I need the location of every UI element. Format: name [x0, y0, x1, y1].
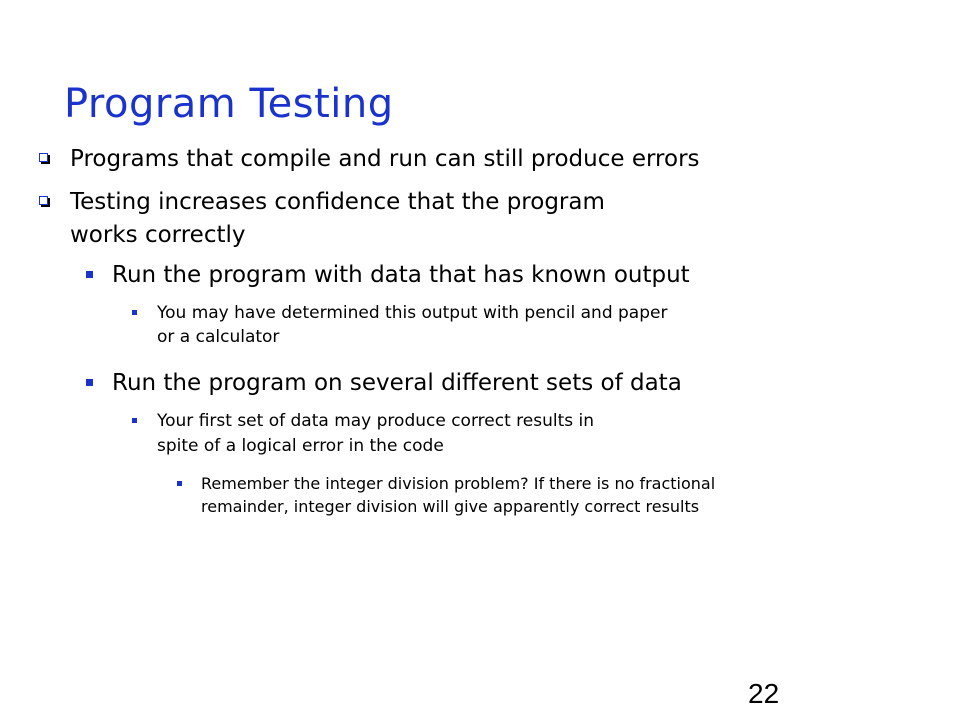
sub-bullet-text: Run the program on several different sets of data	[112, 370, 682, 396]
sub-sub-bullet-text: Your first set of data may produce correct results in	[157, 411, 594, 431]
bullet-text: Programs that compile and run can still produce errors	[70, 146, 700, 172]
sub-bullet-item	[112, 259, 690, 291]
bullet-item	[70, 143, 700, 175]
filled-square-bullet-icon	[177, 481, 182, 486]
sub-bullet-item	[112, 367, 682, 399]
page-number: 22	[748, 678, 780, 709]
bullet-text: Testing increases confidence that the program	[70, 189, 605, 215]
filled-square-bullet-icon	[86, 271, 93, 278]
sub-sub-bullet-continuation: or a calculator	[157, 327, 280, 347]
hollow-square-bullet-icon	[39, 196, 48, 205]
bullet-item	[70, 186, 605, 218]
level4-bullet-text: Remember the integer division problem? If there is no fractional	[201, 474, 716, 493]
level4-bullet-continuation: remainder, integer division will give apparently correct results	[201, 497, 700, 516]
filled-square-bullet-icon	[132, 418, 137, 423]
level4-bullet-item	[201, 472, 715, 495]
slide-title: Program Testing	[64, 81, 394, 127]
bullet-continuation: works correctly	[70, 222, 246, 248]
sub-sub-bullet-continuation: spite of a logical error in the code	[157, 436, 444, 456]
filled-square-bullet-icon	[132, 310, 137, 315]
sub-bullet-text: Run the program with data that has known output	[112, 262, 690, 288]
hollow-square-bullet-icon	[39, 153, 48, 162]
filled-square-bullet-icon	[86, 379, 93, 386]
sub-sub-bullet-text: You may have determined this output with pencil and paper	[157, 303, 668, 323]
sub-sub-bullet-item	[157, 301, 667, 325]
sub-sub-bullet-item	[157, 409, 594, 433]
